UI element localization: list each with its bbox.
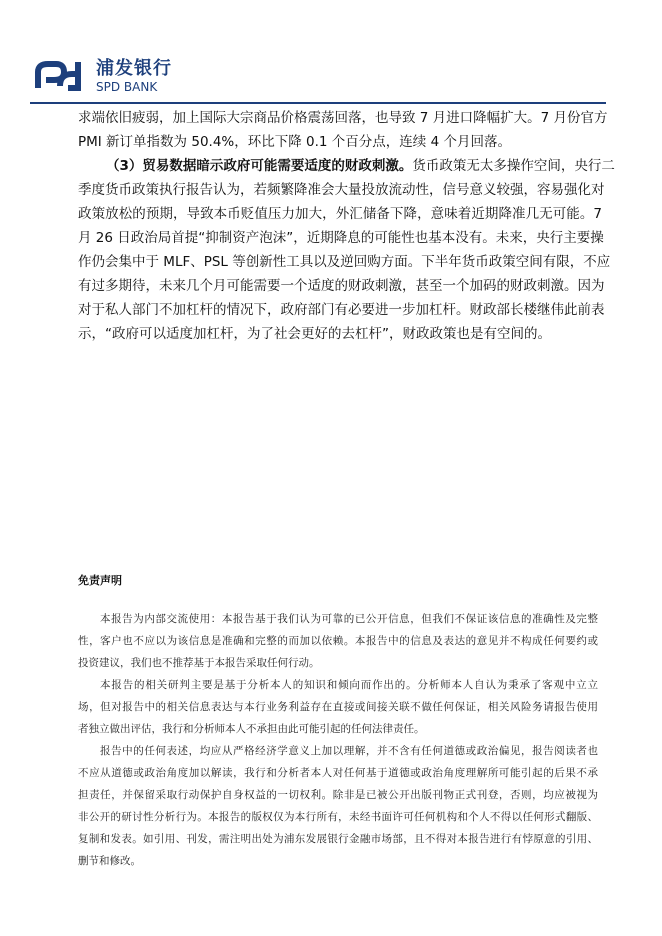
- text-line: 示，“政府可以适度加杠杆，为了社会更好的去杠杆”，财政政策也是有空间的。: [78, 326, 551, 342]
- disclaimer-line: 删节和修改。: [78, 855, 141, 867]
- text-line: 有过多期待，未来几个月可能需要一个适度的财政刺激，甚至一个加码的财政刺激。因为: [78, 278, 605, 294]
- logo-chinese-name: 浦发银行: [96, 57, 172, 79]
- text-line: 季度货币政策执行报告认为，若频繁降准会大量投放流动性，信号意义较强，容易强化对: [78, 182, 605, 198]
- text-line: PMI 新订单指数为 50.4%，环比下降 0.1 个百分点，连续 4 个月回落。: [78, 134, 511, 150]
- disclaimer-line: 者独立做出评估，我行和分析师本人不承担由此可能引起的任何法律责任。: [78, 723, 425, 735]
- disclaimer-line: 非公开的研讨性分析行为。本报告的版权仅为本行所有，未经书面许可任何机构和个人不得以任何形式翻版、: [78, 811, 598, 823]
- disclaimer-line: 不应从道德或政治角度加以解读，我行和分析者本人对任何基于道德或政治角度理解所可能引起的后果不承: [78, 767, 598, 779]
- spd-logo-icon: [34, 58, 90, 94]
- disclaimer-line: 复制和发表。如引用、刊发，需注明出处为浦东发展银行金融市场部，且不得对本报告进行有悖原意的引用、: [78, 833, 598, 845]
- text-line: 对于私人部门不加杠杆的情况下，政府部门有必要进一步加杠杆。财政部长楼继伟此前表: [78, 302, 605, 318]
- text-line: 求端依旧疲弱，加上国际大宗商品价格震荡回落，也导致 7 月进口降幅扩大。7 月份官方: [78, 110, 608, 126]
- header-divider: [30, 102, 606, 104]
- report-body: [78, 106, 615, 346]
- disclaimer-line: 本报告为内部交流使用：本报告基于我们认为可靠的已公开信息，但我们不保证该信息的准确性及完整: [100, 613, 598, 625]
- text-line: 作仍会集中于 MLF、PSL 等创新性工具以及逆回购方面。下半年货币政策空间有限，不应: [78, 254, 611, 270]
- disclaimer-line: 性，客户也不应以为该信息是准确和完整的而加以依赖。本报告中的信息及表达的意见并不构成任何要约或: [78, 635, 598, 647]
- disclaimer-title: 免责声明: [78, 574, 122, 587]
- section-heading: （3）贸易数据暗示政府可能需要适度的财政刺激。: [106, 158, 413, 174]
- disclaimer-line: 担责任，并保留采取行动保护自身权益的一切权利。除非是已被公开出版刊物正式刊登，否则，均应被视为: [78, 789, 598, 801]
- disclaimer-line: 本报告的相关研判主要是基于分析本人的知识和倾向而作出的。分析师本人自认为秉承了客观中立立: [100, 679, 598, 691]
- text-line: 月 26 日政治局首提“抑制资产泡沫”，近期降息的可能性也基本没有。未来，央行主要操: [78, 230, 604, 246]
- disclaimer-line: 报告中的任何表述，均应从严格经济学意义上加以理解，并不含有任何道德或政治偏见，报告阅读者也: [100, 745, 598, 757]
- section-heading-line: [78, 154, 615, 178]
- text-span: 货币政策无太多操作空间，央行二: [412, 158, 615, 174]
- disclaimer-body: [78, 608, 598, 872]
- logo-english-name: SPD BANK: [96, 79, 158, 94]
- spd-bank-logo: [34, 58, 172, 94]
- text-line: 政策放松的预期，导致本币贬值压力加大，外汇储备下降，意味着近期降准几无可能。7: [78, 206, 602, 222]
- disclaimer-line: 场，但对报告中的相关信息表达与本行业务利益存在直接或间接关联不做任何保证，相关风险务请报告使用: [78, 701, 598, 713]
- disclaimer-line: 投资建议，我们也不推荐基于本报告采取任何行动。: [78, 657, 320, 669]
